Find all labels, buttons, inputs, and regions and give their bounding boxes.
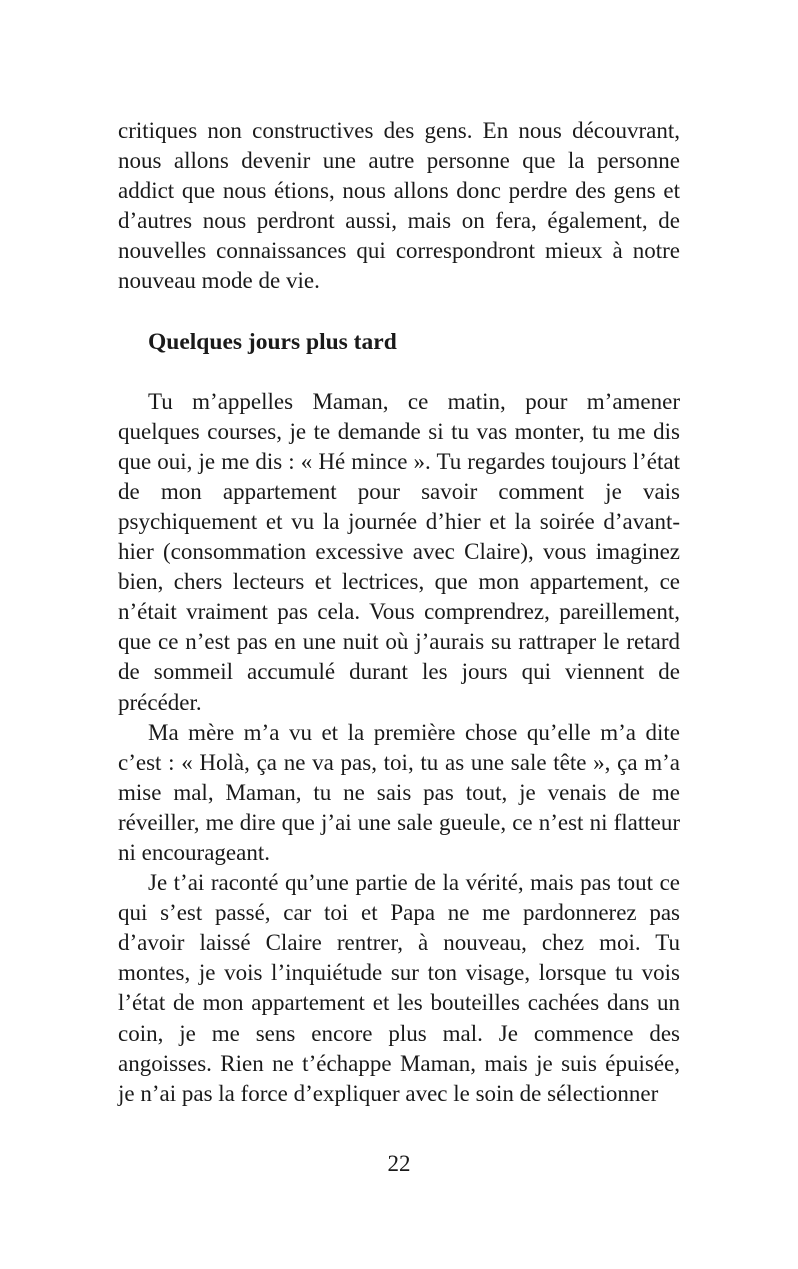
paragraph-mother-remark: Ma mère m’a vu et la première chose qu’elle m’a dite c’est : « Holà, ça ne va pas, toi, tu as une sale tête », ça m’a mise mal, Maman, tu ne sais pas tout, je venais de me réveiller, me dire que j’ai une sale gueule, ce n’est ni flatteur ni encourageant. xyxy=(118,719,680,865)
paragraph-phone-call: Tu m’appelles Maman, ce matin, pour m’amener quelques courses, je te demande si tu vas monter, tu me dis que oui, je me dis : « Hé mince ». Tu regardes toujours l’état de mon appartement pour savoir comment je vais psychiquement et vu la journée d’hier et la soirée d’avant-hier (consommation excessive avec Claire), vous imaginez bien, chers lecteurs et lectrices, que mon appartement, ce n’était vraiment pas cela. Vous comprendrez, pareillement, que ce n’est pas en une nuit où j’aurais su rattraper le retard de sommeil accumulé durant les jours qui viennent de précéder. xyxy=(118,388,680,715)
section-heading: Quelques jours plus tard xyxy=(148,328,397,355)
paragraph-partial-truth: Je t’ai raconté qu’une partie de la vérité, mais pas tout ce qui s’est passé, car toi et Papa ne me pardonnerez pas d’avoir laissé Claire rentrer, à nouveau, chez moi. Tu montes, je vois l’inquiétude sur ton visage, lorsque tu vois l’état de mon appartement et les bouteilles cachées dans un coin, je me sens encore plus mal. Je commence des angoisses. Rien ne t’échappe Maman, mais je suis épuisée, je n’ai pas la force d’expliquer avec le soin de sélectionner xyxy=(118,870,680,1106)
paragraph-continued: critiques non constructives des gens. En nous découvrant, nous allons devenir une autre personne que la personne addict que nous étions, nous allons donc perdre des gens et d’autres nous perdront aussi, mais on fera, également, de nouvelles connaissances qui correspondront mieux à notre nouveau mode de vie. xyxy=(118,118,680,294)
book-page xyxy=(118,116,680,1109)
page-number: 22 xyxy=(387,1151,411,1176)
